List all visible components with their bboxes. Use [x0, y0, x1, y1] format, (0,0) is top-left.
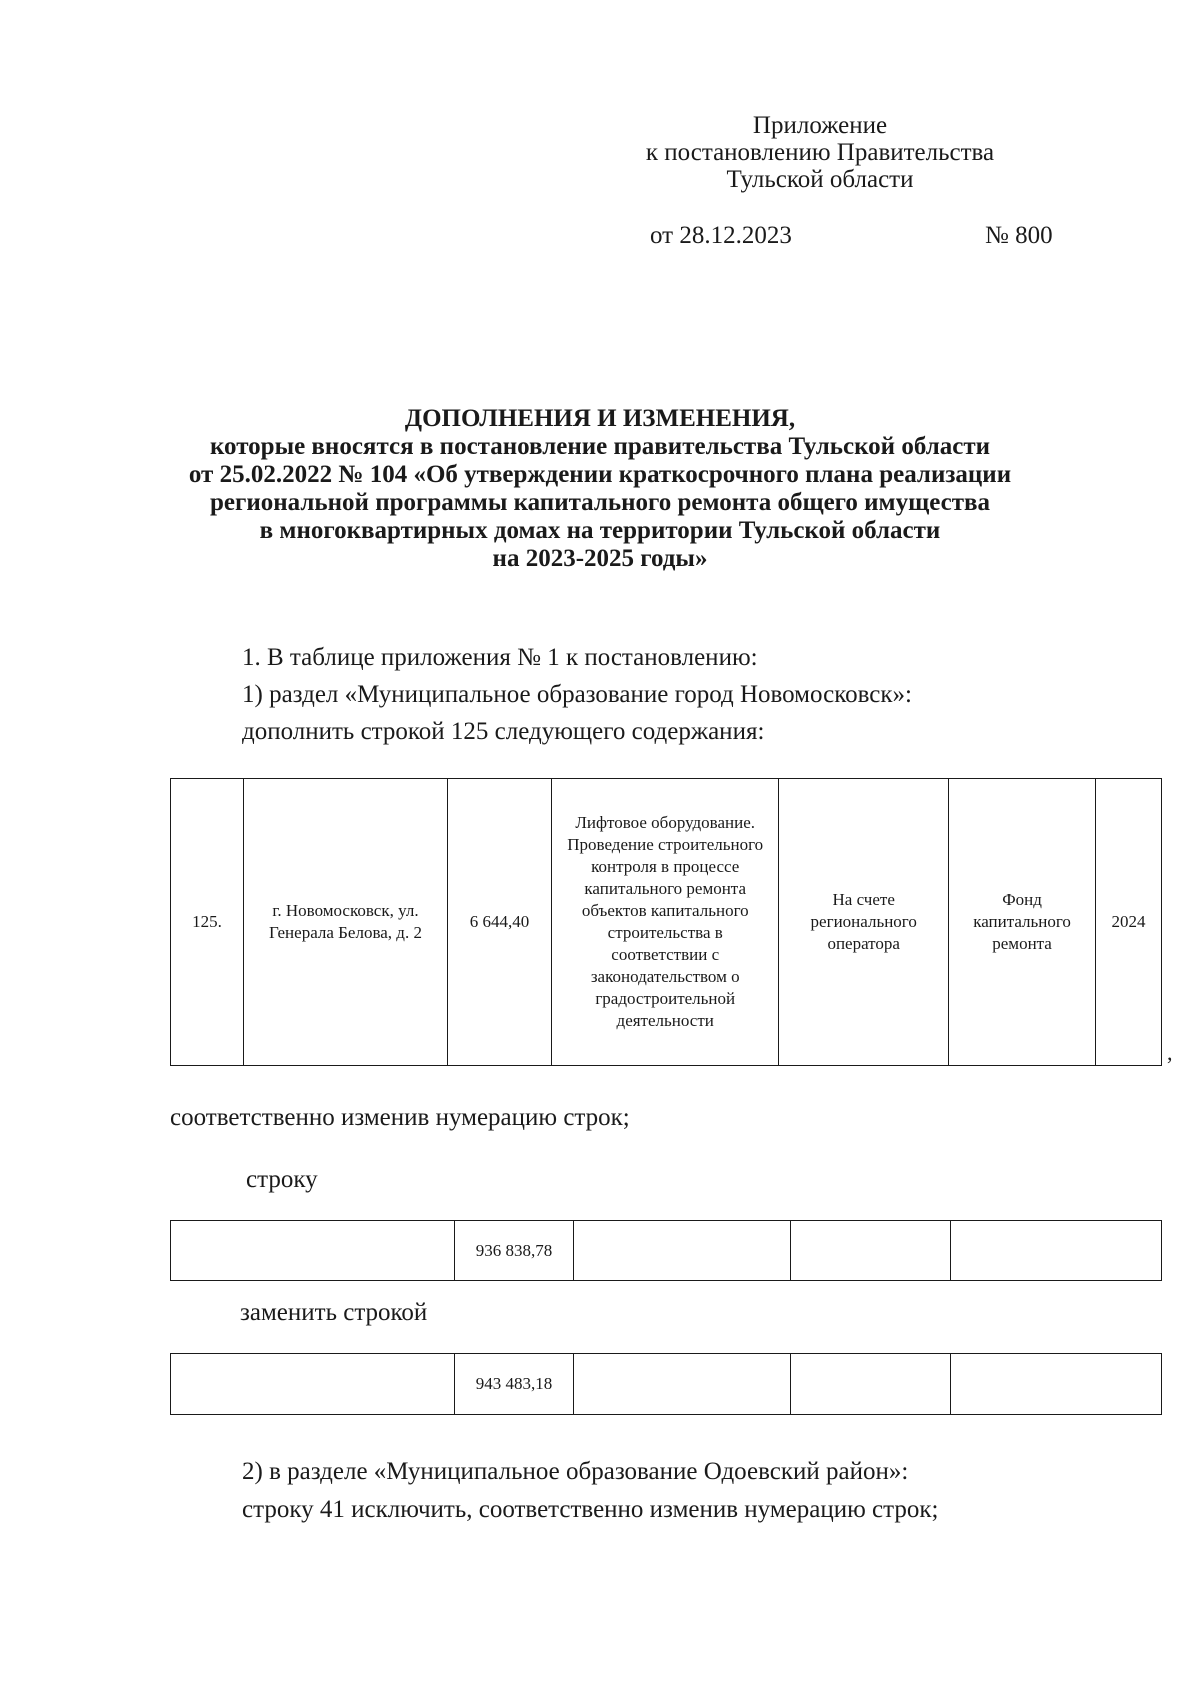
paragraph-7: 2) в разделе «Муниципальное образование Одоевский район»: — [242, 1458, 909, 1485]
title-line-2: которые вносятся в постановление правительства Тульской области — [209, 433, 991, 460]
table-row — [171, 779, 1162, 1066]
title-line-4: региональной программы капитального ремонта общего имущества — [210, 489, 990, 516]
paragraph-6: заменить строкой — [240, 1299, 428, 1326]
cell-empty — [171, 1221, 455, 1281]
paragraph-3: дополнить строкой 125 следующего содержания: — [242, 718, 765, 745]
appendix-block — [560, 112, 1080, 193]
new-row-table — [170, 778, 1162, 1066]
cell-empty — [951, 1354, 1162, 1415]
cell-work-type: Лифтовое оборудование. Проведение строительного контроля в процессе капитального ремонта объектов капитального строительства в соответствии с законодательством о градостроительной деятельности — [552, 779, 779, 1066]
cell-old-total: 936 838,78 — [455, 1221, 574, 1281]
cell-empty — [171, 1354, 455, 1415]
title-line-6: на 2023-2025 годы» — [492, 545, 708, 572]
table-comma: , — [1167, 1040, 1173, 1065]
paragraph-1: 1. В таблице приложения № 1 к постановлению: — [242, 644, 758, 671]
table-row — [171, 1354, 1162, 1415]
title-line-1: ДОПОЛНЕНИЯ И ИЗМЕНЕНИЯ, — [404, 405, 796, 432]
cell-empty — [791, 1354, 951, 1415]
cell-empty — [573, 1354, 791, 1415]
paragraph-8: строку 41 исключить, соответственно изменив нумерацию строк; — [242, 1496, 939, 1523]
table-row — [171, 1221, 1162, 1281]
paragraph-5: строку — [246, 1166, 318, 1193]
appendix-line-2: к постановлению Правительства — [645, 139, 995, 166]
cell-new-total: 943 483,18 — [455, 1354, 574, 1415]
resolution-number: № 800 — [985, 222, 1053, 249]
appendix-line-3: Тульской области — [726, 166, 914, 193]
cell-empty — [951, 1221, 1162, 1281]
appendix-line-1: Приложение — [752, 112, 888, 139]
title-line-3: от 25.02.2022 № 104 «Об утверждении краткосрочного плана реализации — [188, 461, 1012, 488]
cell-customer: На счете регионального оператора — [779, 779, 949, 1066]
cell-funding-source: Фонд капитального ремонта — [949, 779, 1096, 1066]
old-total-table — [170, 1220, 1162, 1281]
cell-cost: 6 644,40 — [447, 779, 551, 1066]
document-title — [100, 405, 1100, 573]
cell-row-number: 125. — [171, 779, 244, 1066]
title-line-5: в многоквартирных домах на территории Тульской области — [259, 517, 941, 544]
cell-empty — [791, 1221, 951, 1281]
new-total-table — [170, 1353, 1162, 1415]
cell-year: 2024 — [1095, 779, 1161, 1066]
paragraph-2: 1) раздел «Муниципальное образование город Новомосковск»: — [242, 681, 912, 708]
resolution-date: от 28.12.2023 — [650, 222, 792, 249]
paragraph-4: соответственно изменив нумерацию строк; — [170, 1104, 630, 1131]
cell-empty — [573, 1221, 791, 1281]
cell-address: г. Новомосковск, ул. Генерала Белова, д. 2 — [244, 779, 448, 1066]
